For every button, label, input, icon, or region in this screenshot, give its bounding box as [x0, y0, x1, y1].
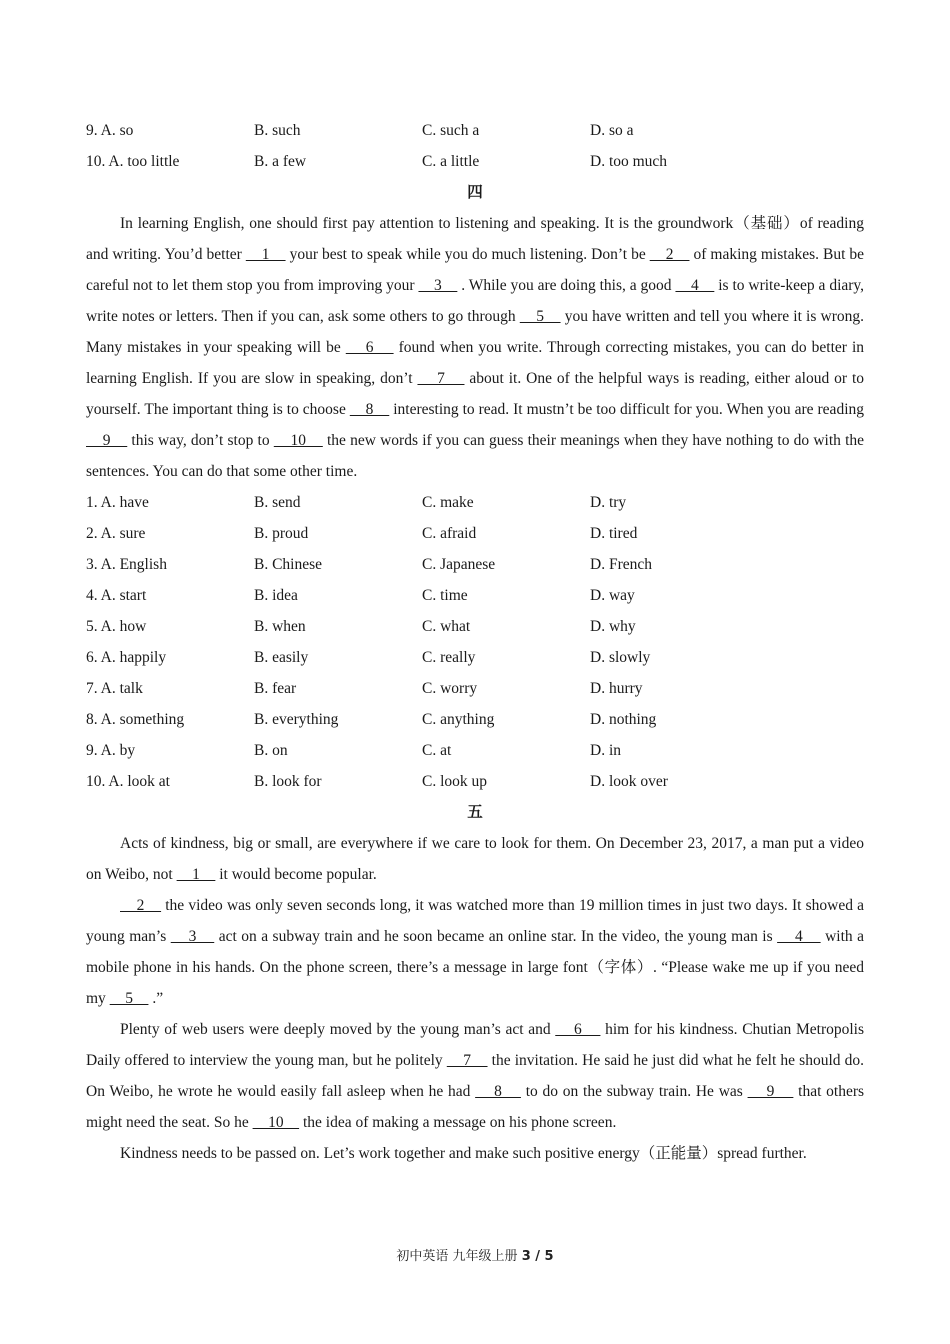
passage-text: the invitation. He said he just did what he felt he should do. On Weibo, he wrote he would easily fall asleep when he had [86, 1052, 865, 1100]
option-b: B. everything [254, 711, 339, 728]
option-a: 7. A. talk [86, 680, 143, 697]
passage-text: the video was only seven seconds long, it was watched more than 19 million times in just two days. It showed a young man’s [86, 897, 864, 945]
passage-text: with a mobile phone in his hands. On the phone screen, there’s a message in large font（字体）. “Please wake me up if you need my [86, 928, 865, 1007]
answer-blank: 2 [649, 246, 690, 263]
passage-text: Kindness needs to be passed on. Let’s work together and make such positive energy（正能量）spread further. [120, 1145, 807, 1162]
section-5-passage [86, 828, 864, 1169]
passage-text: about it. One of the helpful ways is reading, either aloud or to yourself. The important thing is to choose [86, 370, 865, 418]
option-b: B. look for [254, 773, 322, 790]
answer-blank: 6 [555, 1021, 601, 1038]
passage-text: of making mistakes. But be careful not to let them stop you from improving your [86, 246, 865, 294]
passage-text: your best to speak while you do much listening. Don’t be [285, 246, 650, 263]
option-a: 8. A. something [86, 711, 185, 728]
option-row [86, 518, 864, 549]
option-b: B. proud [254, 525, 309, 542]
passage-text: the idea of making a message on his phone screen. [299, 1114, 617, 1131]
passage-text: act on a subway train and he soon became an online star. In the video, the young man is [214, 928, 778, 945]
passage-text: to do on the subway train. He was [520, 1083, 748, 1100]
option-c: C. time [422, 587, 468, 604]
option-c: C. look up [422, 773, 488, 790]
section-4-heading: 四 [467, 184, 483, 201]
option-d: D. too much [590, 153, 668, 170]
option-c: C. such a [422, 122, 480, 139]
passage-text: found when you write. Through correcting mistakes, you can do better in learning English. If you are slow in speaking, don’t [86, 339, 865, 387]
option-c: C. afraid [422, 525, 477, 542]
option-a: 9. A. by [86, 742, 136, 759]
option-a: 2. A. sure [86, 525, 146, 542]
passage-paragraph [86, 1014, 864, 1138]
passage-text: you have written and tell you where it is wrong. Many mistakes in your speaking will be [86, 308, 865, 356]
option-d: D. French [590, 556, 652, 573]
option-b: B. idea [254, 587, 298, 604]
passage-text: it would become popular. [215, 866, 377, 883]
option-row [86, 735, 864, 766]
option-a: 3. A. English [86, 556, 167, 573]
answer-blank: 5 [109, 990, 149, 1007]
option-row [86, 487, 864, 518]
option-b: B. when [254, 618, 306, 635]
option-d: D. so a [590, 122, 634, 139]
answer-blank: 3 [170, 928, 215, 945]
passage-text: . While you are doing this, a good [457, 277, 676, 294]
option-a: 1. A. have [86, 494, 149, 511]
option-a: 9. A. so [86, 122, 134, 139]
option-b: B. such [254, 122, 301, 139]
option-b: B. a few [254, 153, 307, 170]
option-row [86, 611, 864, 642]
option-a: 10. A. look at [86, 773, 170, 790]
answer-blank: 7 [417, 370, 465, 387]
passage-text: In learning English, one should first pay attention to listening and speaking. It is the groundwork（基础）of reading and writing. You’d better [86, 215, 864, 263]
answer-blank: 3 [418, 277, 458, 294]
option-b: B. easily [254, 649, 309, 666]
page-number: 3 / 5 [521, 1249, 554, 1264]
answer-blank: 8 [349, 401, 390, 418]
passage-text: is to write-keep a diary, write notes or letters. Then if you can, ask some others to go through [86, 277, 865, 325]
option-d: D. slowly [590, 649, 651, 666]
option-c: C. what [422, 618, 471, 635]
option-a: 10. A. too little [86, 153, 180, 170]
passage-paragraph [86, 828, 864, 890]
option-a: 6. A. happily [86, 649, 167, 666]
option-row [86, 673, 864, 704]
option-a: 5. A. how [86, 618, 147, 635]
answer-blank: 8 [475, 1083, 521, 1100]
option-c: C. at [422, 742, 452, 759]
option-c: C. worry [422, 680, 478, 697]
answer-blank: 6 [345, 339, 394, 356]
option-b: B. on [254, 742, 288, 759]
answer-blank: 5 [519, 308, 561, 325]
passage-text: .” [148, 990, 164, 1007]
answer-blank: 10 [273, 432, 323, 449]
document-page [86, 115, 864, 1169]
option-d: D. try [590, 494, 627, 511]
option-a: 4. A. start [86, 587, 147, 604]
answer-blank: 2 [120, 897, 162, 914]
option-row [86, 115, 864, 146]
option-d: D. way [590, 587, 635, 604]
passage-text: that others might need the seat. So he [86, 1083, 865, 1131]
previous-options [86, 115, 864, 177]
option-b: B. fear [254, 680, 297, 697]
option-d: D. why [590, 618, 636, 635]
answer-blank: 1 [176, 866, 216, 883]
section-4-passage [86, 208, 864, 487]
option-row [86, 549, 864, 580]
option-row [86, 146, 864, 177]
footer-title: 初中英语 九年级上册 [396, 1249, 522, 1264]
answer-blank: 10 [252, 1114, 300, 1131]
option-c: C. really [422, 649, 476, 666]
option-b: B. Chinese [254, 556, 323, 573]
page-footer [0, 1245, 950, 1264]
option-d: D. hurry [590, 680, 643, 697]
passage-paragraph [86, 1138, 864, 1169]
option-row [86, 580, 864, 611]
answer-blank: 7 [446, 1052, 488, 1069]
option-d: D. in [590, 742, 621, 759]
answer-blank: 9 [86, 432, 128, 449]
passage-text: the new words if you can guess their meanings when they have nothing to do with the sentences. You can do that some other time. [86, 432, 865, 480]
option-c: C. anything [422, 711, 495, 728]
option-row [86, 766, 864, 797]
option-row [86, 704, 864, 735]
answer-blank: 4 [777, 928, 821, 945]
passage-text: interesting to read. It mustn’t be too difficult for you. When you are reading [389, 401, 864, 418]
passage-paragraph [86, 890, 864, 1014]
passage-text: Plenty of web users were deeply moved by the young man’s act and [120, 1021, 556, 1038]
passage-text: this way, don’t stop to [127, 432, 274, 449]
option-c: C. make [422, 494, 474, 511]
option-d: D. look over [590, 773, 668, 790]
option-b: B. send [254, 494, 301, 511]
passage-text: Acts of kindness, big or small, are everywhere if we care to look for them. On December 23, 2017, a man put a video on Weibo, not [86, 835, 864, 883]
answer-blank: 4 [675, 277, 715, 294]
option-c: C. Japanese [422, 556, 496, 573]
option-d: D. tired [590, 525, 638, 542]
option-c: C. a little [422, 153, 480, 170]
option-row [86, 642, 864, 673]
answer-blank: 9 [747, 1083, 794, 1100]
passage-text: him for his kindness. Chutian Metropolis Daily offered to interview the young man, but he politely [86, 1021, 864, 1069]
option-d: D. nothing [590, 711, 657, 728]
section-4-options [86, 487, 864, 797]
answer-blank: 1 [245, 246, 286, 263]
section-5-heading: 五 [467, 804, 483, 821]
